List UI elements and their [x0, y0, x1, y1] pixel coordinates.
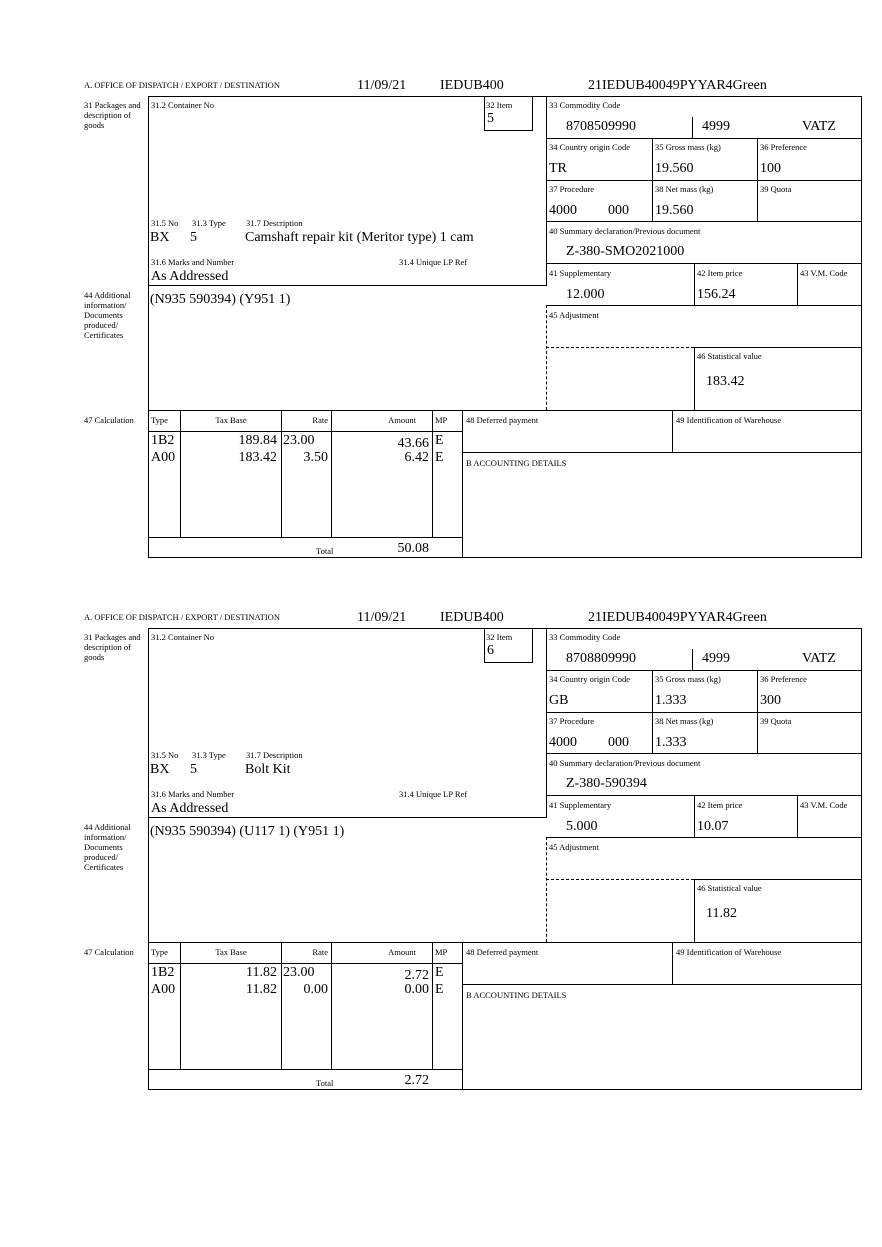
calc-header-type: Type [151, 947, 168, 957]
container-no-label: 31.2 Container No [151, 100, 215, 110]
supplementary-units: 5.000 [566, 819, 598, 834]
commodity-additional-code: 4999 [702, 119, 730, 134]
item-number: 5 [487, 111, 494, 126]
lp-ref-label: 31.4 Unique LP Ref [399, 789, 468, 799]
header-date: 11/09/21 [357, 610, 407, 625]
calc-row-amount: 43.66 [397, 436, 429, 451]
previous-document-label: 40 Summary declaration/Previous document [549, 758, 701, 768]
additional-info: (N935 590394) (U117 1) (Y951 1) [150, 824, 345, 839]
previous-document: Z-380-SMO2021000 [566, 244, 685, 259]
item-price-label: 42 Item price [697, 268, 743, 278]
package-type-label: 31.3 Type [192, 218, 226, 228]
marks-label: 31.6 Marks and Number [151, 789, 235, 799]
preference: 300 [760, 693, 781, 708]
procedure-code: 4000 [549, 203, 577, 218]
calc-header-rate: Rate [312, 947, 328, 957]
deferred-payment-label: 48 Deferred payment [466, 415, 539, 425]
gross-mass: 1.333 [655, 693, 687, 708]
calc-header-mp: MP [435, 415, 448, 425]
calc-row-tax-base: 11.82 [246, 982, 277, 997]
net-mass: 1.333 [655, 735, 687, 750]
statistical-value: 11.82 [706, 906, 737, 921]
calc-total-label: Total [316, 1078, 334, 1088]
country-origin-label: 34 Country origin Code [549, 674, 630, 684]
commodity-national-code: VATZ [802, 119, 836, 134]
additional-info-label: 44 Additional information/ Documents produced/ Certificates [84, 822, 131, 872]
calc-row-rate: 0.00 [303, 982, 328, 997]
statistical-value-label: 46 Statistical value [697, 883, 762, 893]
calc-row-tax-base: 11.82 [246, 965, 277, 980]
gross-mass-label: 35 Gross mass (kg) [655, 674, 721, 684]
box31-label: 31 Packages and description of goods [84, 100, 141, 130]
warehouse-id-label: 49 Identification of Warehouse [676, 415, 782, 425]
deferred-payment-label: 48 Deferred payment [466, 947, 539, 957]
accounting-details-label: B ACCOUNTING DETAILS [466, 990, 567, 1000]
calc-row-rate: 3.50 [303, 450, 328, 465]
calc-row-rate: 23.00 [283, 965, 315, 980]
package-no-label: 31.5 No [151, 750, 179, 760]
calc-row-mp: E [435, 982, 444, 997]
accounting-details-label: B ACCOUNTING DETAILS [466, 458, 567, 468]
calc-row-type: A00 [151, 982, 176, 997]
marks-label: 31.6 Marks and Number [151, 257, 235, 267]
preference-label: 36 Preference [760, 674, 807, 684]
office-code: IEDUB400 [440, 78, 504, 93]
calculation-label: 47 Calculation [84, 947, 134, 957]
commodity-additional-code: 4999 [702, 651, 730, 666]
calc-header-mp: MP [435, 947, 448, 957]
calc-row-amount: 2.72 [404, 968, 429, 983]
item-price: 10.07 [697, 819, 729, 834]
customs-item-form-2 [0, 532, 882, 1088]
previous-document-label: 40 Summary declaration/Previous document [549, 226, 701, 236]
vm-code-label: 43 V.M. Code [800, 800, 848, 810]
commodity-code: 8708509990 [566, 119, 636, 134]
supplementary-units: 12.000 [566, 287, 605, 302]
calc-row-tax-base: 183.42 [238, 450, 277, 465]
calc-row-rate: 23.00 [283, 433, 315, 448]
package-kind: BX [150, 762, 170, 777]
package-count: 5 [190, 230, 197, 245]
previous-document: Z-380-590394 [566, 776, 647, 791]
package-type-label: 31.3 Type [192, 750, 226, 760]
marks-value: As Addressed [151, 269, 229, 284]
calc-header-amount: Amount [388, 415, 416, 425]
net-mass: 19.560 [655, 203, 694, 218]
procedure-code: 4000 [549, 735, 577, 750]
calculation-label: 47 Calculation [84, 415, 134, 425]
office-code: IEDUB400 [440, 610, 504, 625]
calc-row-type: A00 [151, 450, 176, 465]
header-date: 11/09/21 [357, 78, 407, 93]
procedure-label: 37 Procedure [549, 184, 595, 194]
country-origin: GB [549, 693, 569, 708]
item-number: 6 [487, 643, 494, 658]
description-label: 31.7 Description [246, 750, 303, 760]
gross-mass: 19.560 [655, 161, 694, 176]
calc-header-amount: Amount [388, 947, 416, 957]
description-label: 31.7 Description [246, 218, 303, 228]
container-no-label: 31.2 Container No [151, 632, 215, 642]
quota-label: 39 Quota [760, 184, 792, 194]
procedure-label: 37 Procedure [549, 716, 595, 726]
quota-label: 39 Quota [760, 716, 792, 726]
preference-label: 36 Preference [760, 142, 807, 152]
warehouse-id-label: 49 Identification of Warehouse [676, 947, 782, 957]
item-price: 156.24 [697, 287, 736, 302]
adjustment-label: 45 Adjustment [549, 310, 599, 320]
commodity-code-label: 33 Commodity Code [549, 632, 621, 642]
procedure-additional: 000 [608, 203, 629, 218]
gross-mass-label: 35 Gross mass (kg) [655, 142, 721, 152]
calc-total: 50.08 [397, 541, 429, 556]
calc-row-type: 1B2 [151, 433, 175, 448]
calc-row-mp: E [435, 965, 444, 980]
office-label: A. OFFICE OF DISPATCH / EXPORT / DESTINATION [84, 612, 280, 622]
supplementary-label: 41 Supplementary [549, 800, 612, 810]
calc-total-label: Total [316, 546, 334, 556]
item-label: 32 Item [486, 100, 513, 110]
commodity-code: 8708809990 [566, 651, 636, 666]
calc-row-mp: E [435, 450, 444, 465]
net-mass-label: 38 Net mass (kg) [655, 184, 714, 194]
goods-description: Bolt Kit [245, 762, 291, 777]
calc-row-type: 1B2 [151, 965, 175, 980]
calc-row-amount: 0.00 [404, 982, 429, 997]
declaration-reference: 21IEDUB40049PYYAR4Green [588, 78, 767, 93]
package-no-label: 31.5 No [151, 218, 179, 228]
declaration-reference: 21IEDUB40049PYYAR4Green [588, 610, 767, 625]
country-origin: TR [549, 161, 567, 176]
calc-row-mp: E [435, 433, 444, 448]
customs-item-form-1 [0, 0, 882, 556]
office-label: A. OFFICE OF DISPATCH / EXPORT / DESTINATION [84, 80, 280, 90]
additional-info: (N935 590394) (Y951 1) [150, 292, 291, 307]
calc-row-amount: 6.42 [404, 450, 429, 465]
marks-value: As Addressed [151, 801, 229, 816]
calc-header-type: Type [151, 415, 168, 425]
calc-header-tax-base: Tax Base [215, 947, 247, 957]
calc-row-tax-base: 189.84 [238, 433, 277, 448]
preference: 100 [760, 161, 781, 176]
goods-description: Camshaft repair kit (Meritor type) 1 cam [245, 230, 474, 245]
calc-total: 2.72 [404, 1073, 429, 1088]
commodity-national-code: VATZ [802, 651, 836, 666]
supplementary-label: 41 Supplementary [549, 268, 612, 278]
item-price-label: 42 Item price [697, 800, 743, 810]
statistical-value: 183.42 [706, 374, 745, 389]
net-mass-label: 38 Net mass (kg) [655, 716, 714, 726]
package-kind: BX [150, 230, 170, 245]
vm-code-label: 43 V.M. Code [800, 268, 848, 278]
additional-info-label: 44 Additional information/ Documents produced/ Certificates [84, 290, 131, 340]
statistical-value-label: 46 Statistical value [697, 351, 762, 361]
item-label: 32 Item [486, 632, 513, 642]
package-count: 5 [190, 762, 197, 777]
country-origin-label: 34 Country origin Code [549, 142, 630, 152]
lp-ref-label: 31.4 Unique LP Ref [399, 257, 468, 267]
box31-label: 31 Packages and description of goods [84, 632, 141, 662]
adjustment-label: 45 Adjustment [549, 842, 599, 852]
calc-header-tax-base: Tax Base [215, 415, 247, 425]
calc-header-rate: Rate [312, 415, 328, 425]
procedure-additional: 000 [608, 735, 629, 750]
commodity-code-label: 33 Commodity Code [549, 100, 621, 110]
